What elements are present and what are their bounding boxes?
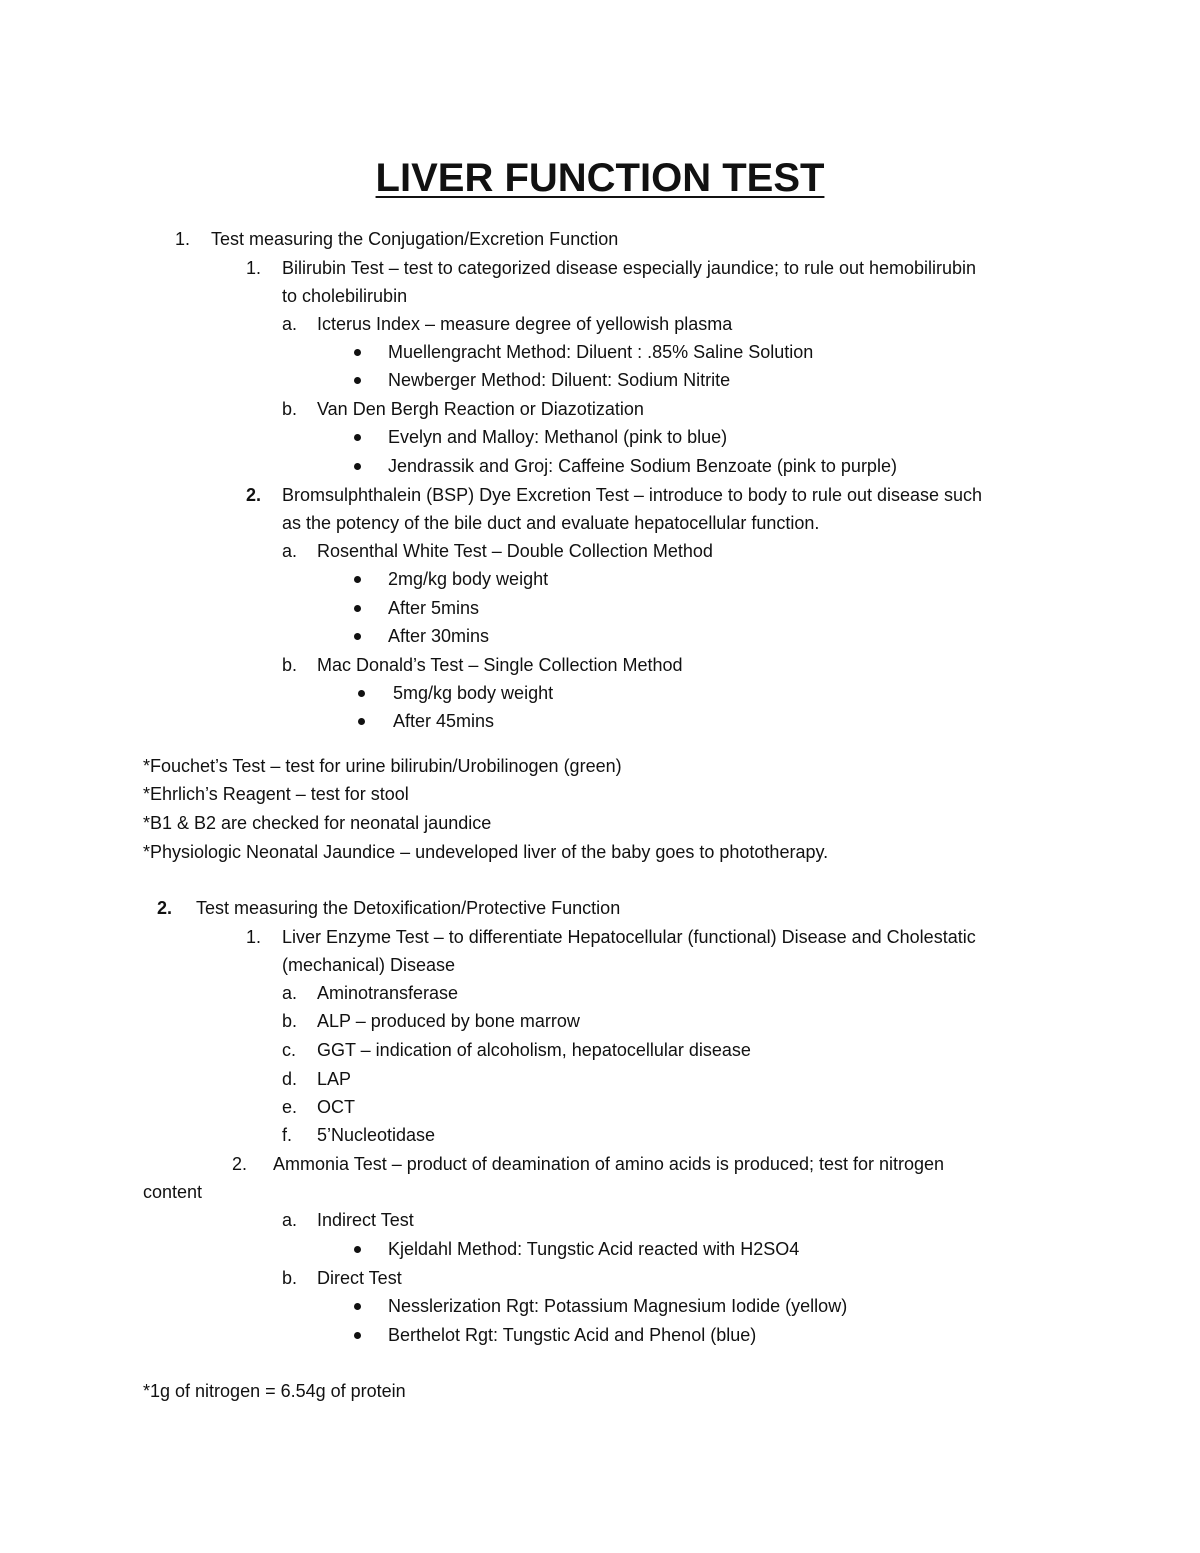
direct-letter: b. [282,1268,298,1288]
enzyme-item: LAP [317,1069,352,1089]
enzyme-letter: f. [282,1125,293,1145]
bullet-icon [354,1332,361,1339]
rosenthal-white-test: Rosenthal White Test – Double Collection Method [317,541,713,561]
bullet-item: Muellengracht Method: Diluent : .85% Saline Solution [388,342,814,362]
section-2-number: 2. [157,898,173,918]
bullet-item: Evelyn and Malloy: Methanol (pink to blue) [388,427,728,447]
section-2-heading: Test measuring the Detoxification/Protective Function [196,898,621,918]
icterus-letter: a. [282,314,298,334]
bullet-item: After 45mins [393,711,495,731]
bullet-icon [354,1303,361,1310]
enzyme-letter: a. [282,983,298,1003]
bilirubin-number: 1. [246,258,262,278]
ammonia-test-line-2: content [143,1182,203,1202]
direct-test: Direct Test [317,1268,402,1288]
bullet-item: After 30mins [388,626,490,646]
liver-enzyme-line-2: (mechanical) Disease [282,955,456,975]
vandenbergh-reaction: Van Den Bergh Reaction or Diazotization [317,399,644,419]
note-line: *Fouchet’s Test – test for urine bilirubin/Urobilinogen (green) [143,756,622,776]
bullet-item: Berthelot Rgt: Tungstic Acid and Phenol (blue) [388,1325,757,1345]
rosenthal-letter: a. [282,541,298,561]
bullet-item: Kjeldahl Method: Tungstic Acid reacted with H2SO4 [388,1239,800,1259]
note-line: *Physiologic Neonatal Jaundice – undeveloped liver of the baby goes to phototherapy. [143,842,829,862]
page-title: LIVER FUNCTION TEST [375,156,825,200]
enzyme-item: 5’Nucleotidase [317,1125,436,1145]
enzyme-letter: d. [282,1069,298,1089]
enzyme-item: ALP – produced by bone marrow [317,1011,580,1031]
note-line: *Ehrlich’s Reagent – test for stool [143,784,409,804]
note-line: *B1 & B2 are checked for neonatal jaundice [143,813,492,833]
ammonia-test-line-1: Ammonia Test – product of deamination of amino acids is produced; test for nitrogen [273,1154,945,1174]
bsp-test-line-2: as the potency of the bile duct and evaluate hepatocellular function. [282,513,820,533]
bullet-icon [358,718,365,725]
enzyme-item: GGT – indication of alcoholism, hepatocellular disease [317,1040,751,1060]
bullet-icon [354,434,361,441]
bullet-icon [354,1246,361,1253]
bullet-icon [354,633,361,640]
section-1-number: 1. [175,229,191,249]
bullet-item: After 5mins [388,598,480,618]
enzyme-item: OCT [317,1097,355,1117]
note-line: *1g of nitrogen = 6.54g of protein [143,1381,406,1401]
indirect-letter: a. [282,1210,298,1230]
bullet-icon [354,576,361,583]
indirect-test: Indirect Test [317,1210,414,1230]
bullet-item: 5mg/kg body weight [393,683,554,703]
bilirubin-test-line-2: to cholebilirubin [282,286,408,306]
bullet-icon [354,463,361,470]
bullet-item: Jendrassik and Groj: Caffeine Sodium Benzoate (pink to purple) [388,456,897,476]
bsp-number: 2. [246,485,262,505]
bullet-icon [354,377,361,384]
macdonald-letter: b. [282,655,298,675]
ammonia-number: 2. [232,1154,248,1174]
enzyme-letter: b. [282,1011,298,1031]
section-1-heading: Test measuring the Conjugation/Excretion Function [211,229,619,249]
vandenbergh-letter: b. [282,399,298,419]
bsp-test-line-1: Bromsulphthalein (BSP) Dye Excretion Test – introduce to body to rule out disease such [282,485,983,505]
bullet-item: 2mg/kg body weight [388,569,549,589]
bullet-icon [358,690,365,697]
icterus-index: Icterus Index – measure degree of yellowish plasma [317,314,733,334]
bullet-item: Newberger Method: Diluent: Sodium Nitrite [388,370,731,390]
enzyme-letter: c. [282,1040,297,1060]
enzyme-number: 1. [246,927,262,947]
enzyme-item: Aminotransferase [317,983,459,1003]
macdonald-test: Mac Donald’s Test – Single Collection Method [317,655,683,675]
bullet-item: Nesslerization Rgt: Potassium Magnesium Iodide (yellow) [388,1296,848,1316]
enzyme-letter: e. [282,1097,298,1117]
bullet-icon [354,605,361,612]
bullet-icon [354,349,361,356]
liver-enzyme-line-1: Liver Enzyme Test – to differentiate Hepatocellular (functional) Disease and Cholestatic [282,927,976,947]
bilirubin-test-line-1: Bilirubin Test – test to categorized disease especially jaundice; to rule out hemobilirubin [282,258,977,278]
